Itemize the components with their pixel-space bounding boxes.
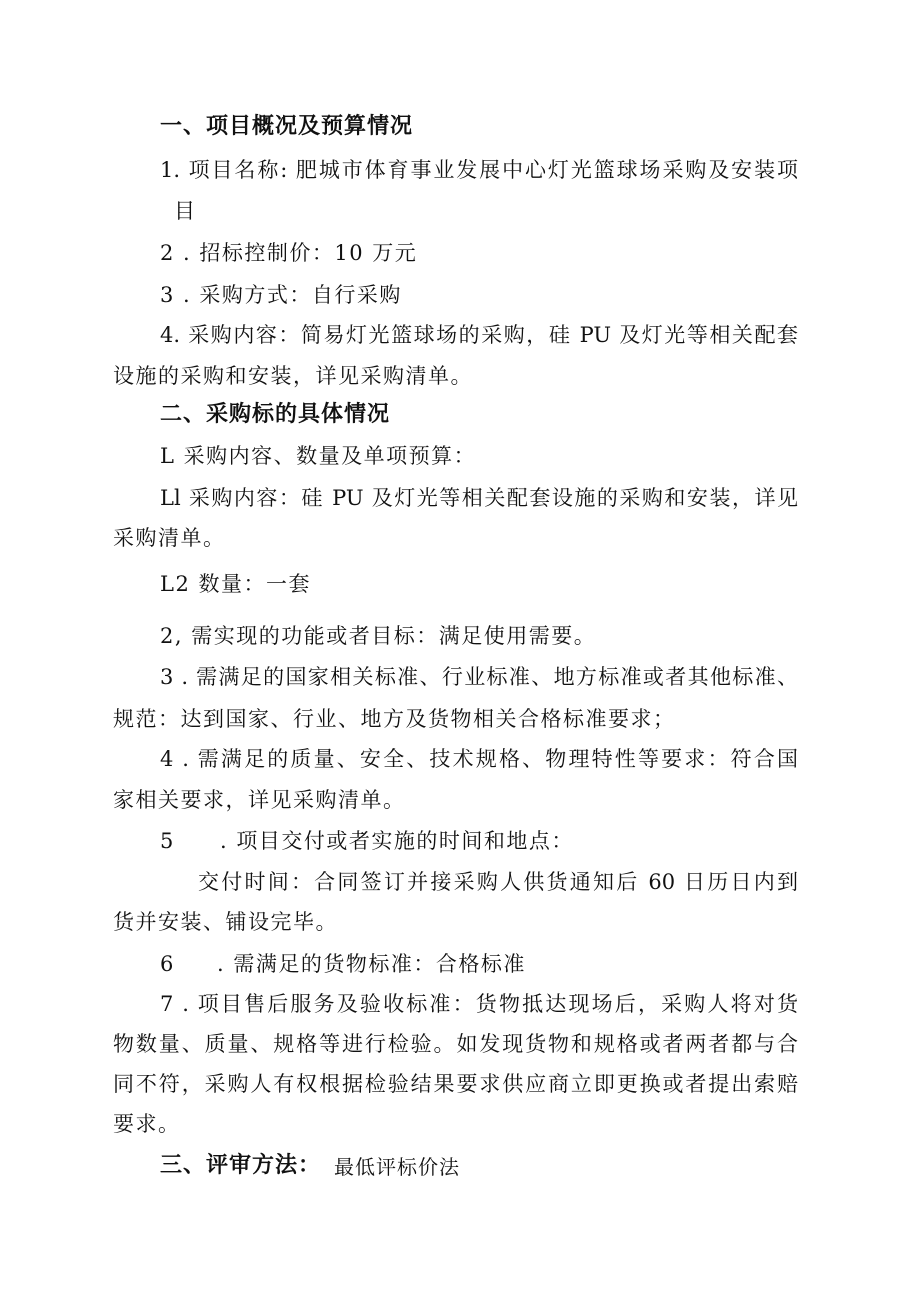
item6-text: . 需满足的货物标准：合格标准 [217, 952, 526, 976]
section1-heading: 一、项目概况及预算情况 [160, 114, 414, 139]
item4-line2: 设施的采购和安装，详见采购清单。 [113, 364, 473, 388]
item4-line1: 4. 采购内容：简易灯光篮球场的采购，硅 PU 及灯光等相关配套 [160, 323, 798, 347]
item5-text: . 项目交付或者实施的时间和地点： [220, 829, 574, 853]
item-l: L 采购内容、数量及单项预算： [160, 444, 477, 468]
item-l1-line2: 采购清单。 [113, 526, 226, 550]
item3-purchase-method: 3 . 采购方式：自行采购 [160, 283, 402, 307]
item3-standards-line2: 规范：达到国家、行业、地方及货物相关合格标准要求； [113, 707, 676, 731]
item-l1-line1: Ll 采购内容：硅 PU 及灯光等相关配套设施的采购和安装，详见 [160, 486, 798, 510]
item5-delivery-line2: 货并安装、铺设完毕。 [113, 910, 338, 934]
item7-line4: 要求。 [113, 1112, 181, 1136]
item7-line3: 同不符，采购人有权根据检验结果要求供应商立即更换或者提出索赔 [113, 1072, 798, 1096]
item1-line2: 目 [174, 199, 197, 223]
item2-function: 2, 需实现的功能或者目标：满足使用需要。 [160, 624, 597, 648]
item5-delivery-line1: 交付时间：合同签订并接采购人供货通知后 60 日历日内到 [198, 870, 798, 894]
item5-number: 5 [160, 829, 175, 853]
item1-line1: 1. 项目名称: 肥城市体育事业发展中心灯光篮球场采购及安装项 [160, 158, 798, 182]
evaluation-method-value: 最低评标价法 [334, 1155, 460, 1179]
item4-quality-line2: 家相关要求，详见采购清单。 [113, 788, 406, 812]
item7-line2: 物数量、质量、规格等进行检验。如发现货物和规格或者两者都与合 [113, 1032, 798, 1056]
item6-number: 6 [160, 952, 175, 976]
item2-control-price: 2 . 招标控制价：10 万元 [160, 241, 418, 265]
item7-line1: 7 . 项目售后服务及验收标准：货物抵达现场后，采购人将对货 [160, 992, 798, 1016]
item4-quality-line1: 4 . 需满足的质量、安全、技术规格、物理特性等要求：符合国 [160, 747, 798, 771]
section2-heading: 二、采购标的具体情况 [160, 402, 391, 427]
item-l2: L2 数量：一套 [160, 572, 311, 596]
section3-heading: 三、评审方法： [160, 1153, 322, 1178]
item3-standards-line1: 3 . 需满足的国家相关标准、行业标准、地方标准或者其他标准、 [160, 665, 798, 689]
